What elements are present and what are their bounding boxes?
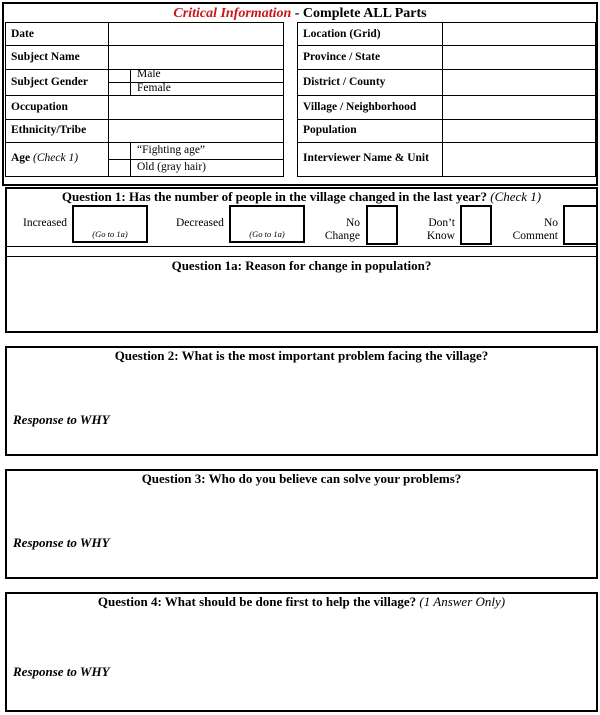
question-4-note: (1 Answer Only) [416,594,506,609]
gender-male-label: Male [137,68,161,80]
age-label-note: (Check 1) [33,152,79,164]
location-label: Location (Grid) [303,28,381,40]
population-label: Population [303,124,357,136]
gender-male-checkbox[interactable] [109,70,130,82]
age-label [11,152,78,164]
q1-dont-know-label [395,217,455,243]
subject-name-label: Subject Name [11,51,80,63]
subject-name-field[interactable] [109,46,283,69]
question-1a-answer-area[interactable] [8,276,595,330]
question-3-why-area[interactable] [8,553,595,576]
q1-no-comment-line2: Comment [512,230,558,242]
question-1a-title: Question 1a: Reason for change in population? [171,258,432,273]
question-3-title: Question 3: Who do you believe can solve your problems? [141,471,462,486]
section-title-critical: Critical Information [173,6,292,21]
q1-no-change-label [300,217,360,243]
ethnicity-field[interactable] [109,120,283,142]
question-2-response-label: Response to WHY [13,412,110,427]
ethnicity-label: Ethnicity/Tribe [11,124,87,136]
q1-dont-know-line1: Don’t [428,217,455,229]
q1-no-change-checkbox[interactable] [366,205,398,245]
age-label-text: Age [11,152,31,164]
q1-increased-hint: (Go to 1a) [92,229,128,239]
q1-no-comment-label [498,217,558,243]
question-4-text: Question 4: What should be done first to help the village? [97,594,417,609]
question-2-title: Question 2: What is the most important problem facing the village? [114,348,489,363]
question-1-text: Question 1: Has the number of people in the village changed in the last year? [61,189,487,204]
age-old-label: Old (gray hair) [137,161,206,173]
interviewer-field[interactable] [443,143,595,177]
subject-gender-label: Subject Gender [11,76,88,88]
question-1-note: (Check 1) [487,189,542,204]
gender-female-checkbox[interactable] [109,83,130,95]
interviewer-label: Interviewer Name & Unit [303,152,429,164]
question-2-answer-area[interactable] [8,366,595,406]
location-field[interactable] [443,23,595,45]
province-label: Province / State [303,51,381,63]
question-4-title [5,594,598,610]
section-title-rest: - Complete ALL Parts [291,6,427,21]
date-field[interactable] [109,23,283,45]
district-field[interactable] [443,70,595,95]
question-3-response-label: Response to WHY [13,535,110,550]
question-4-why-area[interactable] [8,682,595,709]
q1-increased-label: Increased [23,217,68,229]
village-label: Village / Neighborhood [303,101,417,113]
q1-dont-know-line2: Know [426,230,455,242]
age-fighting-label: “Fighting age” [137,144,206,156]
occupation-label: Occupation [11,101,68,113]
q1-dont-know-checkbox[interactable] [460,205,492,245]
q1-no-comment-line1: No [543,217,558,229]
question-3-answer-area[interactable] [8,489,595,529]
occupation-field[interactable] [109,96,283,119]
question-4-answer-area[interactable] [8,612,595,657]
province-field[interactable] [443,46,595,69]
gender-female-label: Female [137,82,171,94]
village-field[interactable] [443,96,595,119]
population-field[interactable] [443,120,595,142]
section-title [0,6,600,22]
question-1-title [5,189,598,205]
q1-decreased-hint: (Go to 1a) [249,229,285,239]
date-label: Date [11,28,34,40]
question-4-response-label: Response to WHY [13,664,110,679]
question-2-why-area[interactable] [8,430,595,453]
q1-decreased-label: Decreased [176,217,224,229]
q1-no-comment-checkbox[interactable] [563,205,598,245]
age-old-checkbox[interactable] [109,160,130,176]
age-fighting-checkbox[interactable] [109,143,130,159]
q1-no-change-line2: Change [324,230,360,242]
district-label: District / County [303,76,386,88]
q1-no-change-line1: No [345,217,360,229]
